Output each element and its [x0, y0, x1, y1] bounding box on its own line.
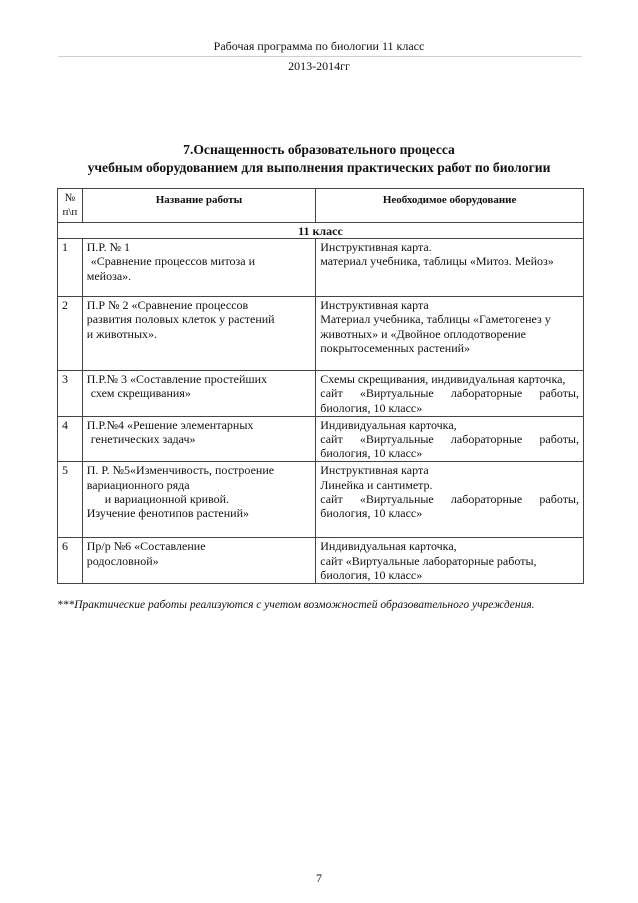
row-equipment [316, 538, 584, 584]
row-equipment [316, 462, 584, 538]
equipment-line: сайт «Виртуальные лабораторные работы, [320, 432, 579, 447]
row-number: 6 [58, 538, 83, 584]
equipment-line: материал учебника, таблицы «Митоз. Мейоз» [320, 254, 554, 269]
name-line [87, 432, 312, 446]
row-work-name [82, 297, 316, 371]
header-equipment: Необходимое оборудование [316, 189, 584, 223]
table-row [58, 297, 584, 371]
row-equipment [316, 239, 584, 297]
table-row [58, 416, 584, 462]
name-line [87, 254, 312, 268]
equipment-table [57, 188, 584, 584]
table-row [58, 239, 584, 297]
equipment-line: Инструктивная карта. [320, 240, 432, 255]
equipment-line: Инструктивная карта [320, 298, 429, 313]
name-line: П.Р.№ 3 «Составление простейших [86, 372, 268, 387]
name-line-text: и вариационной кривой. [104, 491, 230, 506]
row-equipment [316, 297, 584, 371]
equipment-line: биология, 10 класс» [320, 506, 423, 521]
name-line [87, 492, 312, 506]
table-row [58, 462, 584, 538]
table-header-row [58, 189, 584, 223]
equipment-line: биология, 10 класс» [320, 400, 423, 415]
name-line-text: схем скрещивания» [90, 386, 191, 401]
equipment-line: сайт «Виртуальные лабораторные работы, [320, 386, 579, 401]
name-line-text: «Сравнение процессов митоза и [90, 254, 256, 269]
header-number [58, 189, 83, 223]
equipment-line: Индивидуальная карточка, [320, 417, 457, 432]
equipment-line: биология, 10 класс» [320, 567, 423, 582]
row-work-name [82, 538, 316, 584]
header-number-line-1: № [64, 192, 76, 204]
name-line [87, 386, 312, 400]
row-work-name [82, 462, 316, 538]
name-line: П.Р № 2 «Сравнение процессов [86, 298, 249, 313]
name-line: вариационного ряда [86, 477, 190, 492]
name-line: П. Р. №5«Изменчивость, построение [86, 463, 275, 478]
row-work-name [82, 371, 316, 417]
section-title [0, 141, 638, 177]
equipment-line: Инструктивная карта [320, 463, 429, 478]
header-work-name: Название работы [82, 189, 316, 223]
name-line-text: генетических задач» [90, 432, 196, 447]
row-work-name [82, 239, 316, 297]
header-divider [58, 56, 582, 57]
row-number: 3 [58, 371, 83, 417]
row-number: 5 [58, 462, 83, 538]
footnote: ***Практические работы реализуются с учетом возможностей образовательного учреждения. [57, 599, 535, 611]
table-row [58, 538, 584, 584]
section-title-line-2: учебным оборудованием для выполнения практических работ по биологии [87, 160, 551, 175]
row-number: 4 [58, 416, 83, 462]
class-label: 11 класс [58, 223, 584, 239]
running-header-years: 2013-2014гг [288, 59, 350, 73]
equipment-line: Линейка и сантиметр. [320, 477, 433, 492]
equipment-line: Схемы скрещивания, индивидуальная карточка, [320, 372, 566, 387]
name-line: Изучение фенотипов растений» [86, 506, 250, 521]
page-number: 7 [316, 871, 322, 885]
table-row [58, 371, 584, 417]
name-line: родословной» [86, 553, 159, 568]
equipment-line: сайт «Виртуальные лабораторные работы, [320, 491, 579, 506]
section-title-line-1: 7.Оснащенность образовательного процесса [183, 142, 455, 157]
equipment-line: Материал учебника, таблицы «Гаметогенез у [320, 312, 551, 327]
equipment-line: животных» и «Двойное оплодотворение [320, 326, 526, 341]
name-line: П.Р. № 1 [86, 240, 131, 255]
equipment-line: Индивидуальная карточка, [320, 539, 457, 554]
class-group-row [58, 223, 584, 239]
equipment-line: сайт «Виртуальные лабораторные работы, [320, 553, 537, 568]
row-number: 1 [58, 239, 83, 297]
equipment-line: покрытосеменных растений» [320, 340, 471, 355]
running-header-title: Рабочая программа по биологии 11 класс [213, 39, 425, 53]
name-line: Пр/р №6 «Составление [86, 539, 206, 554]
row-number: 2 [58, 297, 83, 371]
row-work-name [82, 416, 316, 462]
name-line: развития половых клеток у растений [86, 312, 275, 327]
name-line: мейоза». [86, 268, 132, 283]
header-number-line-2: п\п [62, 206, 78, 218]
name-line: П.Р.№4 «Решение элементарных [86, 417, 254, 432]
row-equipment [316, 416, 584, 462]
name-line: и животных». [86, 326, 158, 341]
row-equipment [316, 371, 584, 417]
equipment-line: биология, 10 класс» [320, 446, 423, 461]
